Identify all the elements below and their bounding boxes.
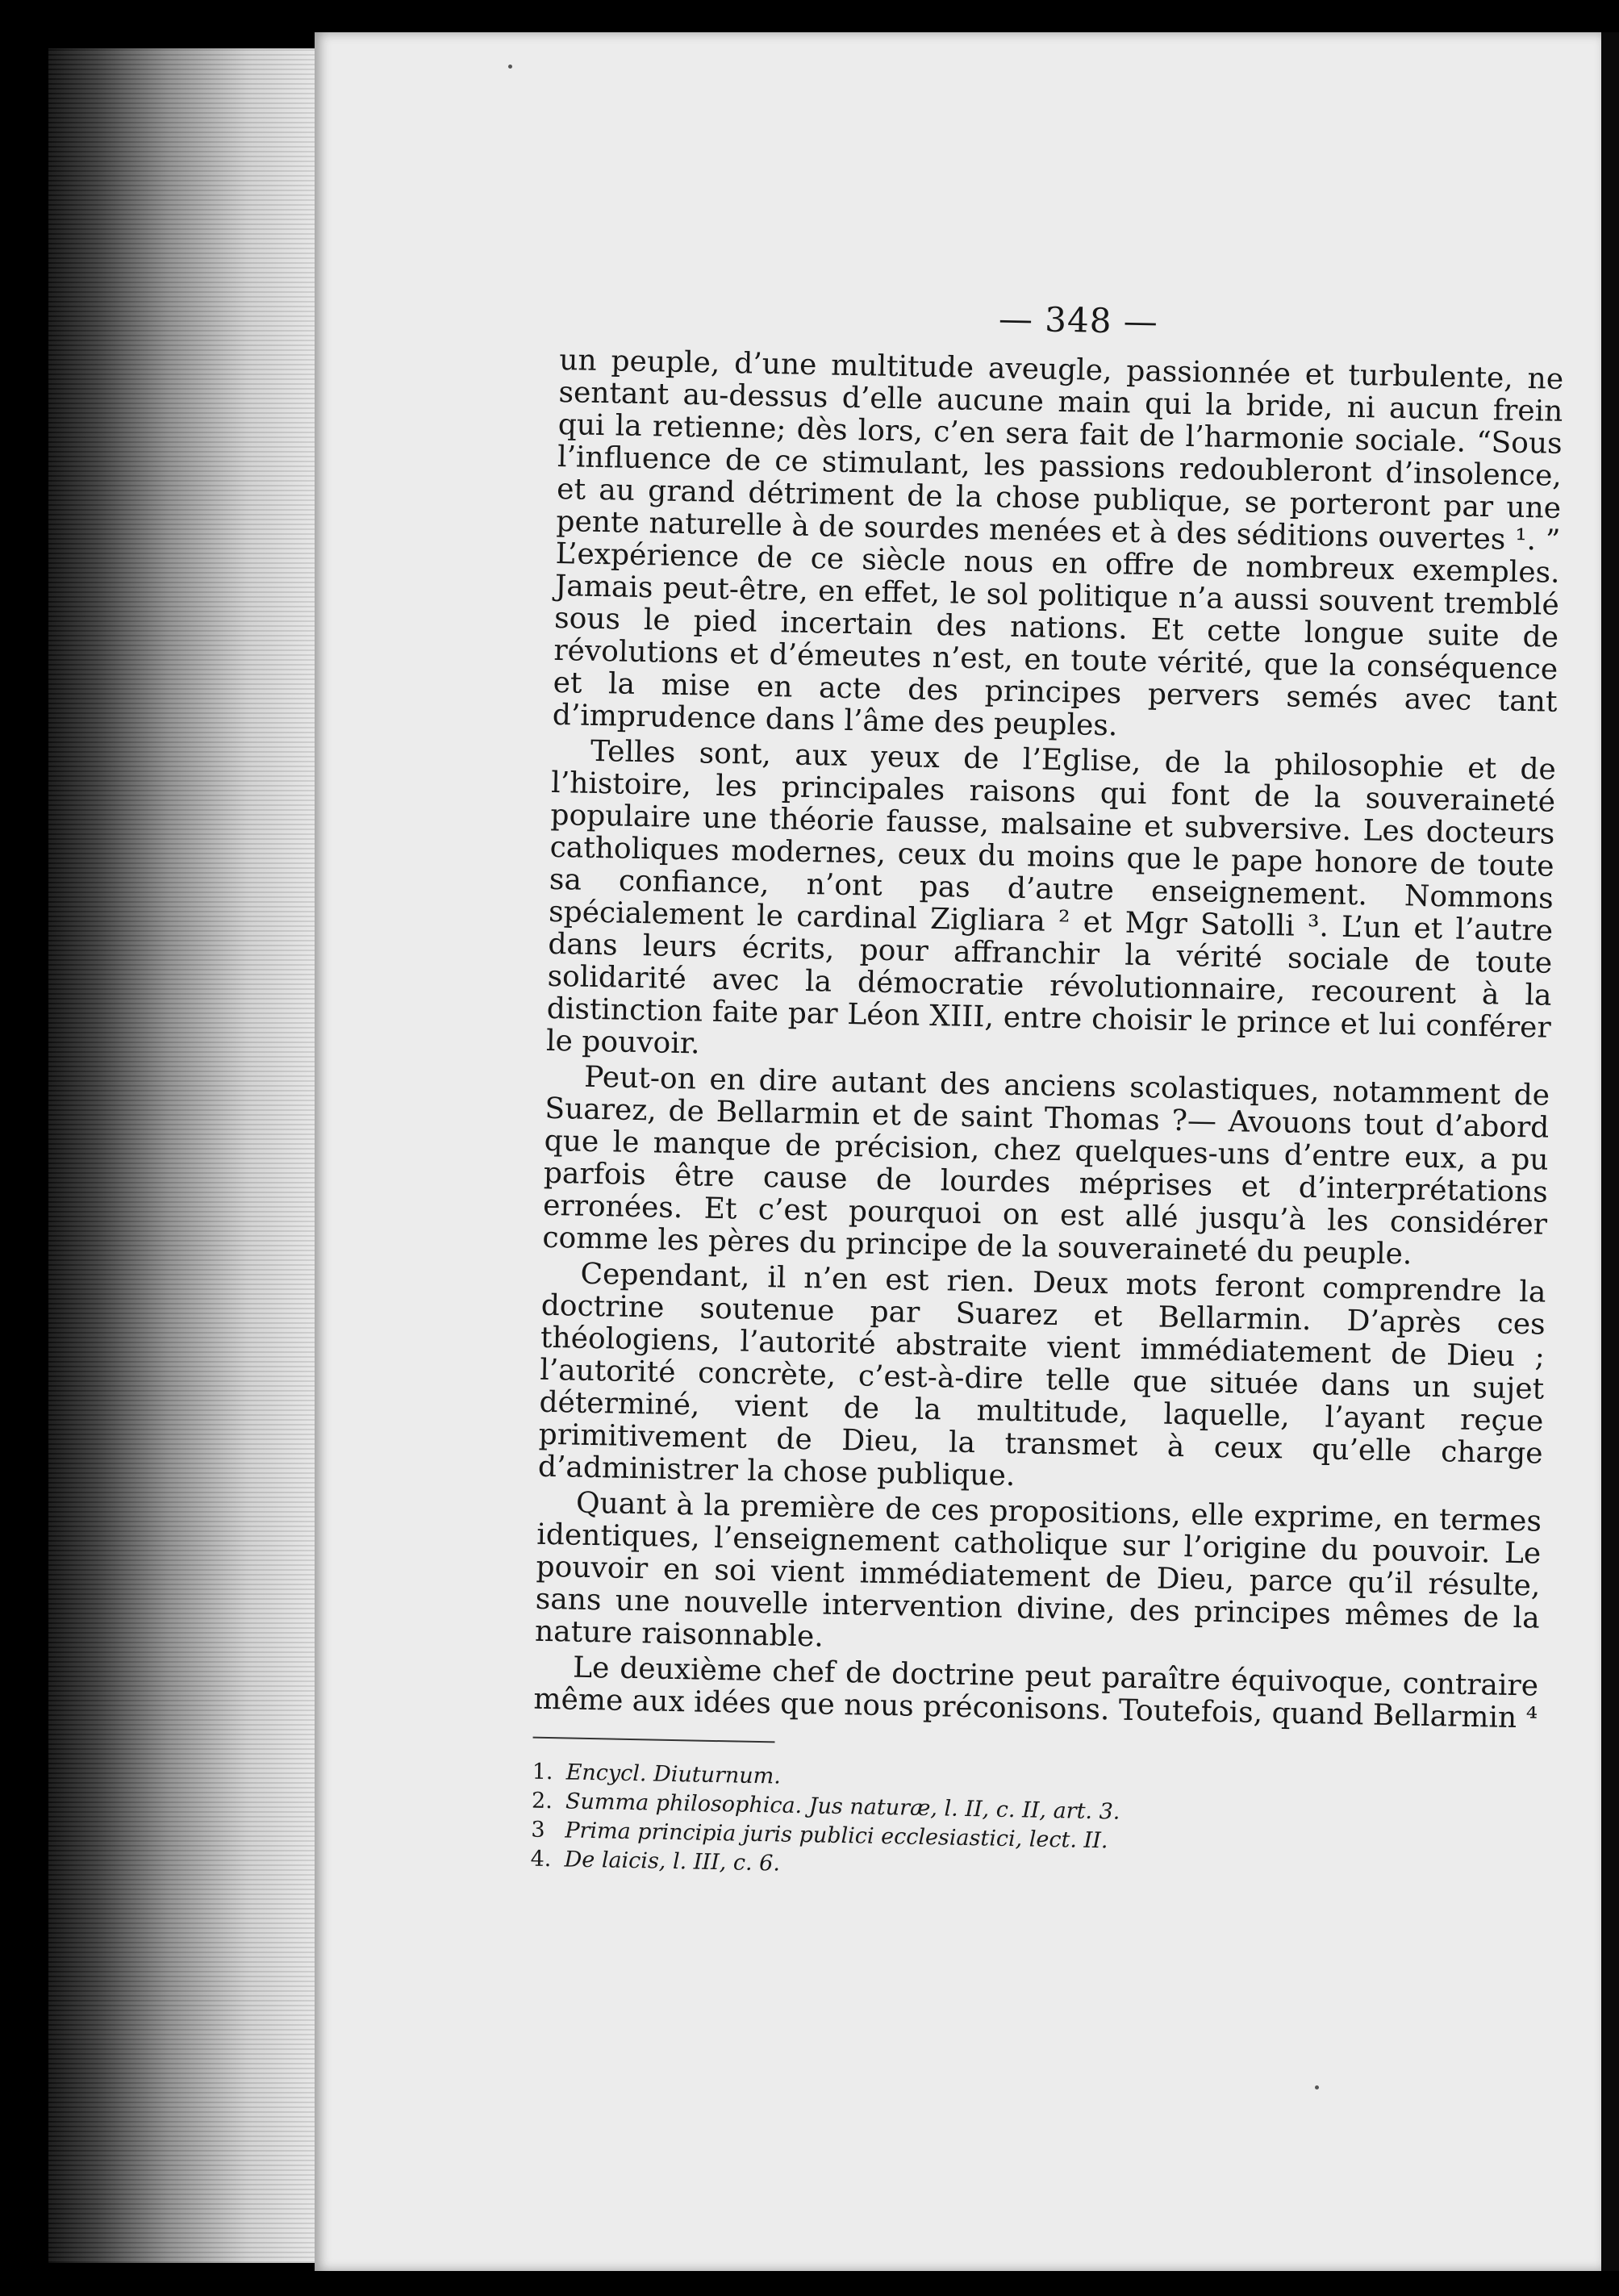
page-number: — 348 — bbox=[998, 298, 1159, 342]
page-content bbox=[530, 290, 1564, 1893]
footnote-number: 1. bbox=[532, 1759, 553, 1785]
scan-border bbox=[1601, 32, 1619, 2271]
book-page bbox=[315, 32, 1601, 2271]
dust-speck bbox=[508, 65, 512, 69]
paragraph-1: un peuple, d’une multitude aveugle, passionnée et turbulente, ne sentant au-dessus d’elle aucune main qui la bride, ni aucun frein qui la retienne; dès lors, c’en sera fait de l’harmonie sociale. “Sous l’influence de ce stimulant, les passions redoubleront d’insolence, et au grand détriment de la chose publique, se porteront par une pente naturelle à de sourdes menées et à des séditions ouvertes ¹. ” L’expérience de ce siècle nous en offre de nombreux exemples. Jamais peut-être, en effet, le sol politique n’a aussi souvent tremblé sous le pied incertain des nations. Et cette longue suite de révolutions et d’émeutes n’est, en toute vérité, que la conséquence et la mise en acte des principes pervers semés avec tant d’imprudence dans l’âme des peuples. bbox=[552, 343, 1564, 743]
footnote-number: 4. bbox=[530, 1846, 552, 1872]
paragraph-6: Le deuxième chef de doctrine peut paraître équivoque, contraire même aux idées que nous préconisons. Toutefois, quand Bellarmin ⁴ bbox=[533, 1651, 1539, 1735]
footnote-text: De laicis, l. III, c. 6. bbox=[564, 1847, 781, 1876]
paragraph-3: Peut-on en dire autant des anciens scolastiques, notamment de Suarez, de Bellarmin et de saint Thomas ?— Avouons tout d’abord que le manque de précision, chez quelques-uns d’entre eux, a pu parfois être cause de lourdes méprises et d’interprétations erronées. Et c’est pourquoi on est allé jusqu’à les considérer comme les pères du principe de la souveraineté du peuple. bbox=[542, 1060, 1550, 1271]
dust-speck bbox=[1315, 2085, 1319, 2089]
footnote-number: 2. bbox=[531, 1788, 553, 1814]
paragraph-4: Cependant, il n’en est rien. Deux mots feront comprendre la doctrine soutenue par Suarez et Bellarmin. D’après ces théologiens, l’autorité abstraite vient immédiatement de Dieu ; l’autorité concrète, c’est-à-dire telle que située dans un sujet déterminé, vient de la multitude, laquelle, l’ayant reçue primitivement de Dieu, la transmet à ceux qu’elle charge d’administrer la chose publique. bbox=[537, 1257, 1546, 1493]
footnotes bbox=[530, 1758, 1537, 1893]
paragraph-2: Telles sont, aux yeux de l’Eglise, de la philosophie et de l’histoire, les principales raisons qui font de la souveraineté populaire une théorie fausse, malsaine et subversive. Les docteurs catholiques modernes, ceux du moins que le pape honore de toute sa confiance, n’ont pas d’autre enseignement. Nommons spécialement le cardinal Zigliara ² et Mgr Satolli ³. L’un et l’autre dans leurs écrits, pour affranchir la vérité sociale de toute solidarité avec la démocratie révolutionnaire, recourent à la distinction faite par Léon XIII, entre choisir le prince et lui conférer le pouvoir. bbox=[545, 734, 1557, 1061]
footnote-text: Encycl. Diuturnum. bbox=[565, 1760, 782, 1789]
footnote-divider bbox=[533, 1737, 775, 1743]
footnote-text: Summa philosophica. Jus naturæ, l. II, c. II, art. 3. bbox=[565, 1789, 1120, 1825]
book-gutter bbox=[48, 48, 315, 2263]
paragraph-5: Quant à la première de ces propositions, elle exprime, en termes identiques, l’enseignement catholique sur l’origine du pouvoir. Le pouvoir en soi vient immédiatement de Dieu, parce qu’il résulte, sans une nouvelle intervention divine, des principes mêmes de la nature raisonnable. bbox=[534, 1486, 1542, 1654]
footnote-number: 3 bbox=[531, 1817, 545, 1843]
footnote-text: Prima principia juris publici ecclesiastici, lect. II. bbox=[565, 1818, 1108, 1854]
